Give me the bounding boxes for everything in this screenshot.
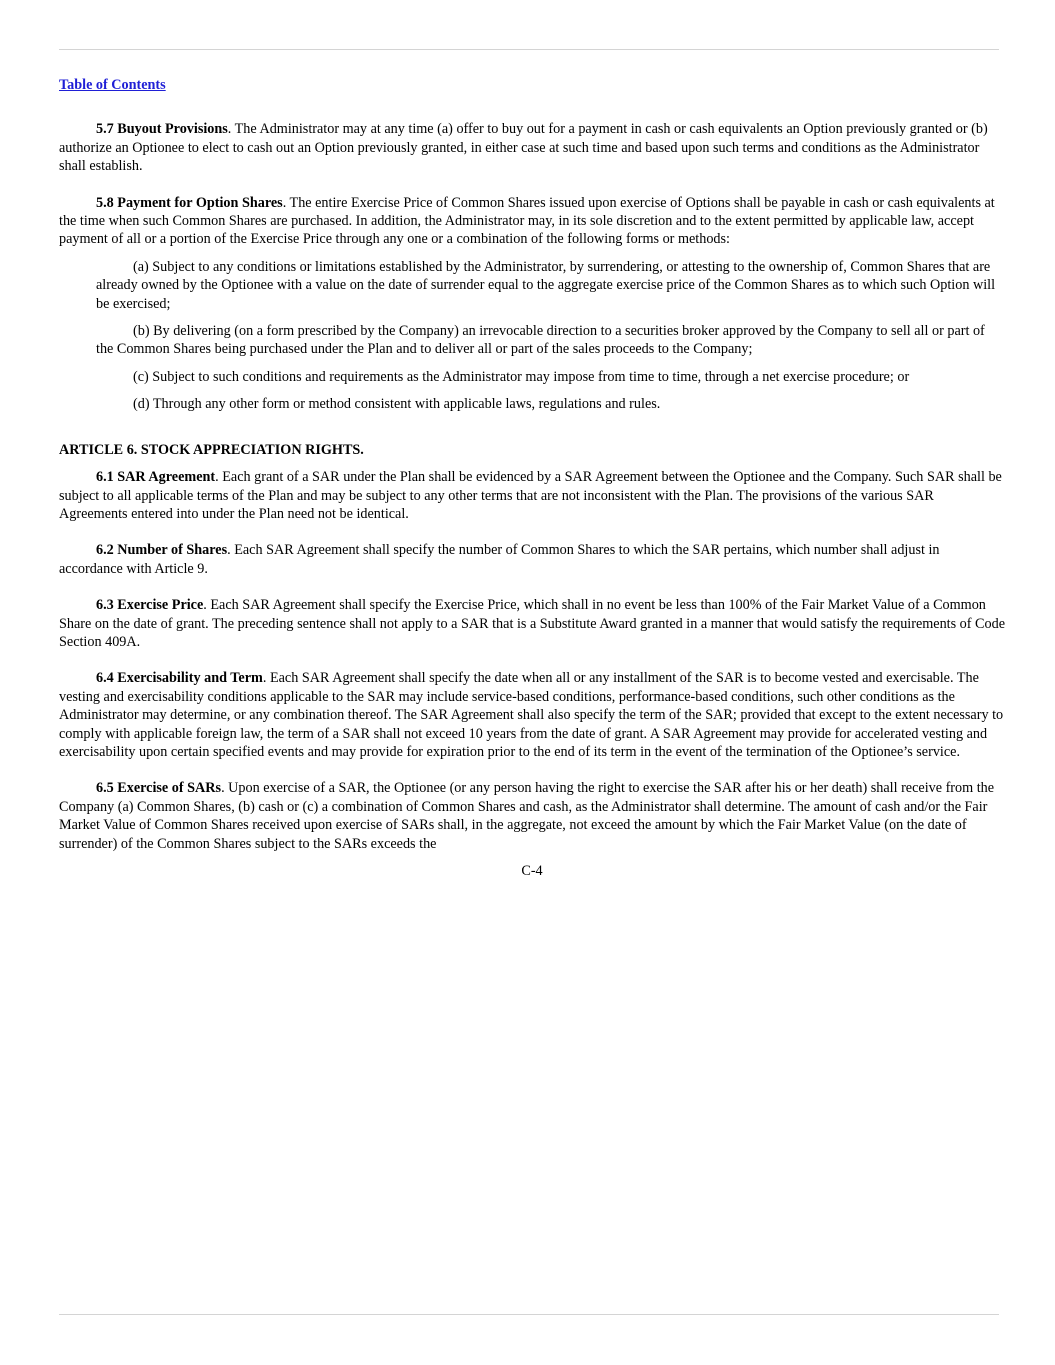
article-6-heading: ARTICLE 6. STOCK APPRECIATION RIGHTS. <box>59 441 364 458</box>
section-6-4-title: 6.4 Exercisability and Term <box>96 670 263 687</box>
section-6-5 <box>59 779 1005 853</box>
section-6-5-text: . Upon exercise of a SAR, the Optionee (or any person having the right to exercise the SAR after his or her death) shall receive from the Company (a) Common Shares, (b) cash or (c) a combination of Common Shares and cash, as the Administrator shall determine. The amount of cash and/or the Fair Market Value of Common Shares received upon exercise of SARs shall, in the aggregate, not exceed the amount by which the Fair Market Value (on the date of surrender) of the Common Shares subject to the SARs exceeds the <box>59 780 995 852</box>
section-6-3-text: . Each SAR Agreement shall specify the Exercise Price, which shall in no event be less than 100% of the Fair Market Value of a Common Share on the date of grant. The preceding sentence shall not apply to a SAR that is a Substitute Award granted in a manner that would satisfy the requirements of Code Section 409A. <box>59 597 1005 650</box>
section-6-2 <box>59 541 1005 578</box>
bottom-divider <box>59 1314 999 1315</box>
section-5-8 <box>59 194 1005 249</box>
section-6-2-title: 6.2 Number of Shares <box>96 542 228 559</box>
top-divider <box>59 49 999 50</box>
section-6-1-text: . Each grant of a SAR under the Plan shall be evidenced by a SAR Agreement between the Optionee and the Company. Such SAR shall be subject to all applicable terms of the Plan and may be subject to any other terms that are not inconsistent with the Plan. The provisions of the various SAR Agreements entered into under the Plan need not be identical. <box>59 469 1002 522</box>
section-5-7-text: . The Administrator may at any time (a) offer to buy out for a payment in cash or cash equivalents an Option previously granted or (b) authorize an Optionee to elect to cash out an Option previously granted, in either case at such time and based upon such terms and conditions as the Administrator shall establish. <box>59 121 988 175</box>
section-5-8-title: 5.8 Payment for Option Shares <box>96 194 283 211</box>
section-5-8-item-b: (b) By delivering (on a form prescribed by the Company) an irrevocable direction to a securities broker approved by the Company to sell all or part of the Common Shares being purchased under the Plan and to deliver all or part of the sales proceeds to the Company; <box>96 323 985 358</box>
section-6-4 <box>59 669 1005 761</box>
section-5-8-item-d: (d) Through any other form or method consistent with applicable laws, regulations and rules. <box>133 396 661 413</box>
document-page <box>59 76 1005 880</box>
table-of-contents-link[interactable]: Table of Contents <box>59 77 166 93</box>
section-5-8-item-a: (a) Subject to any conditions or limitations established by the Administrator, by surrendering, or attesting to the ownership of, Common Shares that are already owned by the Optionee with a value on the date of surrender equal to the aggregate exercise price of the Common Shares as to which such Option will be exercised; <box>96 258 996 312</box>
section-5-7 <box>59 120 1005 175</box>
section-6-4-text: . Each SAR Agreement shall specify the date when all or any installment of the SAR is to become vested and exercisable. The vesting and exercisability conditions applicable to the SAR may include service-based conditions, performance-based conditions, such other conditions as the Administrator may determine, or any combination thereof. The SAR Agreement shall also specify the term of the SAR; provided that except to the extent necessary to comply with applicable foreign law, the term of a SAR shall not exceed 10 years from the date of grant. A SAR Agreement may provide for accelerated vesting and exercisability upon certain specified events and may provide for expiration prior to the end of its term in the event of the termination of the Optionee’s service. <box>59 670 1004 760</box>
section-6-3 <box>59 596 1005 651</box>
section-6-5-title: 6.5 Exercise of SARs <box>96 780 222 797</box>
section-6-1 <box>59 468 1005 523</box>
section-5-7-title: 5.7 Buyout Provisions <box>96 121 228 138</box>
section-6-2-text: . Each SAR Agreement shall specify the number of Common Shares to which the SAR pertains, which number shall adjust in accordance with Article 9. <box>59 542 940 577</box>
section-6-3-title: 6.3 Exercise Price <box>96 597 204 614</box>
page-number: C-4 <box>521 863 543 879</box>
section-6-1-title: 6.1 SAR Agreement <box>96 469 216 486</box>
section-5-8-text: . The entire Exercise Price of Common Shares issued upon exercise of Options shall be payable in cash or cash equivalents at the time when such Common Shares are purchased. In addition, the Administrator may, in its sole discretion and to the extent permitted by applicable law, accept payment of all or a portion of the Exercise Price through any one or a combination of the following forms or methods: <box>59 194 995 248</box>
section-5-8-item-c: (c) Subject to such conditions and requirements as the Administrator may impose from time to time, through a net exercise procedure; or <box>133 368 910 385</box>
